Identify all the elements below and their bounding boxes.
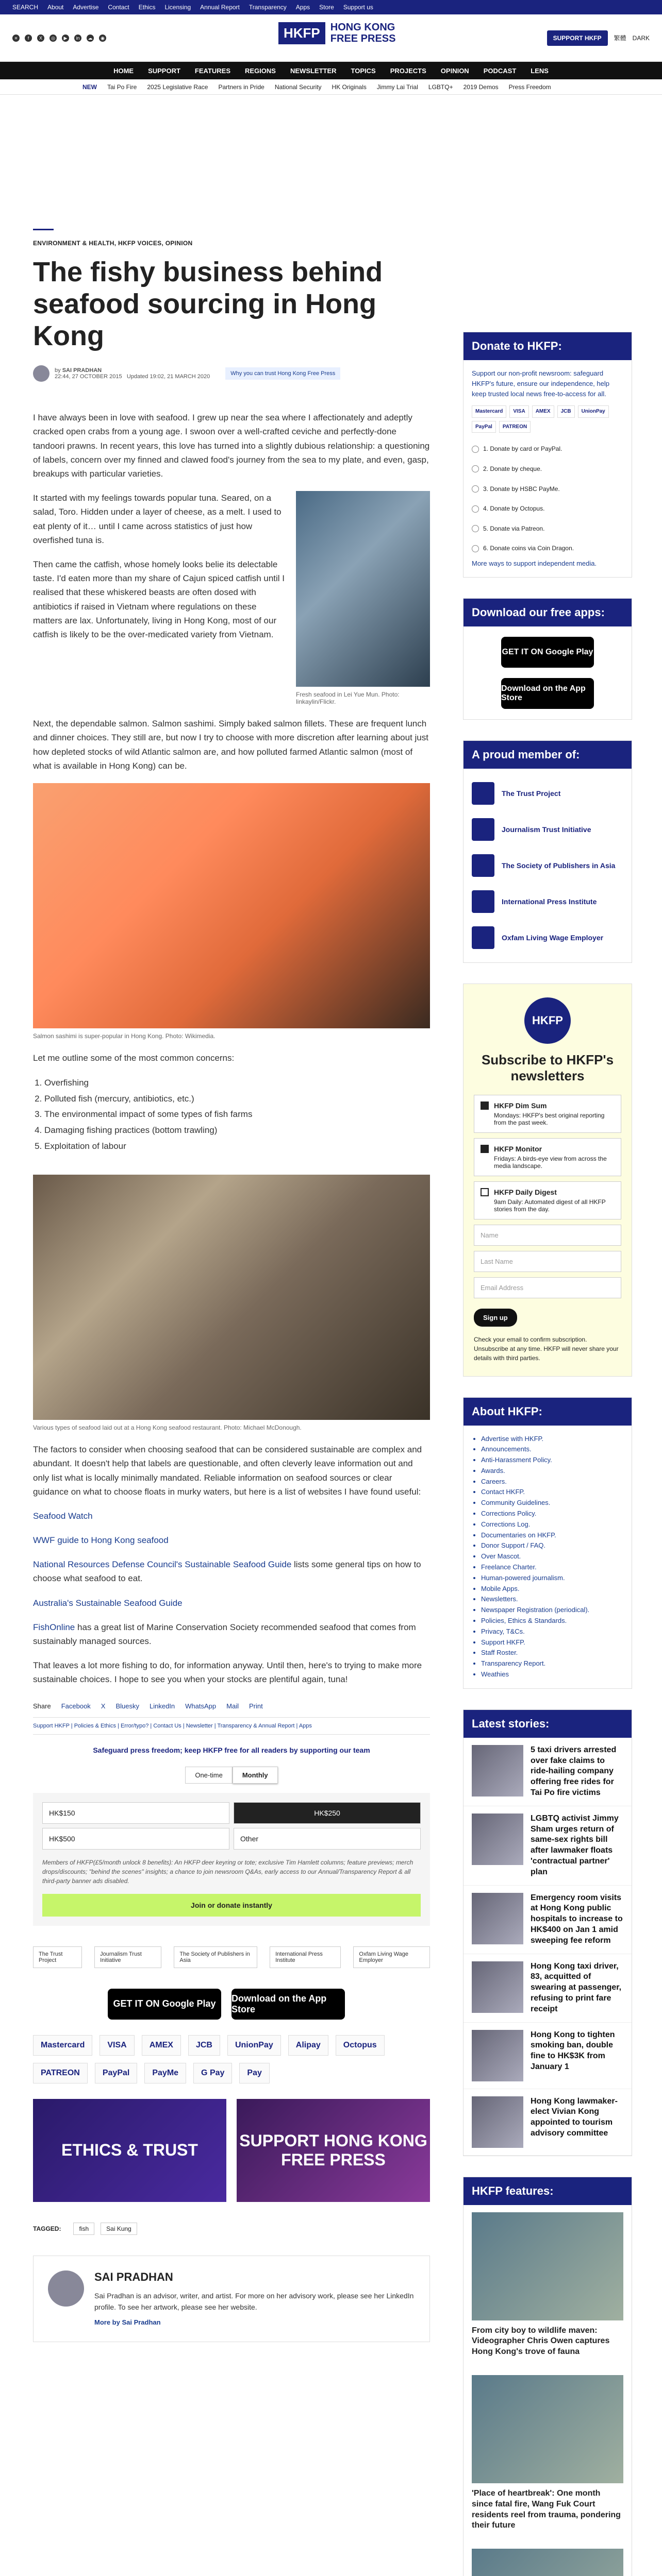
nav-item[interactable]: OPINION (440, 66, 469, 75)
about-link[interactable]: • Newsletters. (481, 1594, 623, 1605)
radio-icon (472, 485, 479, 493)
checkbox-checked-icon[interactable] (481, 1101, 489, 1110)
trust-link[interactable]: Why you can trust Hong Kong Free Press (225, 367, 340, 380)
about-link[interactable]: • Contact HKFP. (481, 1487, 623, 1498)
member-benefits: Members of HKFP(£5/month unlock 8 benefits): An HKFP deer keyring or tote; exclusive Tim Hamlett columns; feature previews; merch drops/discounts; "behind the scenes" insights; a chance to join newsroom Q&As, early access to our Annual/Transparency Report & all third-party banner ads disabled. (42, 1858, 413, 1885)
payment-logo: G Pay (193, 2063, 232, 2083)
about-link[interactable]: • Careers. (481, 1477, 623, 1487)
payment-logo: VISA (100, 2035, 134, 2056)
market-photo (33, 1175, 430, 1420)
email-field[interactable]: Email Address (474, 1277, 621, 1298)
checkbox-icon[interactable] (481, 1188, 489, 1196)
membership-box (463, 740, 632, 963)
newsletter-box (463, 984, 632, 1376)
about-link[interactable]: • Human-powered journalism. (481, 1573, 623, 1584)
member-logo[interactable]: The Society of Publishers in Asia (174, 1946, 257, 1968)
about-link[interactable]: • Donor Support / FAQ. (481, 1540, 623, 1551)
payment-logo: Pay (239, 2063, 269, 2083)
byline-by: by (55, 367, 61, 374)
story-thumbnail (472, 1893, 523, 1944)
features-heading: HKFP features: (464, 2177, 632, 2205)
amount-option-selected[interactable]: HK$250 (234, 1802, 421, 1824)
topbar-link[interactable]: Advertise (73, 4, 99, 11)
card-logo: JCB (557, 405, 575, 418)
story-thumbnail (472, 2030, 523, 2081)
support-links[interactable]: Support HKFP | Policies & Ethics | Error/typo? | Contact Us | Newsletter | Transparency & Annual Report | Apps (33, 1717, 430, 1735)
resource-link[interactable]: National Resources Defense Council's Sustainable Seafood Guide (33, 1560, 292, 1570)
about-link[interactable]: • Over Mascot. (481, 1551, 623, 1562)
payment-logo: Octopus (336, 2035, 385, 2056)
paragraph: I have always been in love with seafood. I grew up near the sea where I affectionately and adeptly cracked open crabs from a young age. I swoon over a well-crafted ceviche and perfectly-done tandoori prawns. In recent years, this love has turned into a slightly dubious relationship: a questioning of labels, concern over my finned and clawed food's journey from the sea to my plate, and even, gasp, breakups with particular varieties. (33, 413, 430, 479)
checkbox-checked-icon[interactable] (481, 1145, 489, 1153)
frequency-one-time[interactable]: One-time (185, 1767, 232, 1784)
author-avatar (33, 365, 49, 382)
card-logo: PATREON (499, 421, 531, 433)
sidebar-app-store[interactable]: Download on the App Store (501, 678, 594, 709)
list-item: 3. The environmental impact of some types of fish farms (44, 1107, 430, 1123)
menu-icon[interactable]: ≡ (12, 35, 20, 42)
ethics-banner[interactable]: ETHICS & TRUST (33, 2099, 226, 2202)
feature-image (472, 2212, 623, 2320)
about-link[interactable]: • Documentaries on HKFP. (481, 1530, 623, 1541)
topbar-link[interactable]: Annual Report (200, 4, 240, 11)
paragraph: Then came the catfish, whose homely looks belie its delectable taste. I'd eaten more than my share of Cajun spiced catfish until I realised that these whiskered beasts are often dosed with antibiotics if raised in Vietnam where regulations on these matters are lax. Unfortunately, living in Hong Kong, most of our catfish is likely to be the over-medicated variety from Vietnam. (33, 559, 285, 639)
ipi-logo (472, 890, 494, 913)
story-item[interactable]: LGBTQ activist Jimmy Sham urges return of same-sex rights bill after lawmaker floats 'contractual partner' plan (464, 1806, 632, 1886)
story-thumbnail (472, 1814, 523, 1865)
safeguard-heading: Safeguard press freedom; keep HKFP free for all readers by supporting our team (93, 1745, 370, 1754)
oxfam-logo (472, 926, 494, 949)
feature-item[interactable]: 'Place of heartbreak': One month since fatal fire, Wang Fuk Court residents reel from trauma, pondering their future (464, 2368, 632, 2541)
amount-option[interactable]: HK$500 (42, 1828, 229, 1850)
last-name-field[interactable]: Last Name (474, 1251, 621, 1272)
member-logos-row (33, 1946, 430, 1968)
features-box (463, 2177, 632, 2576)
story-thumbnail (472, 2096, 523, 2148)
topbar-link[interactable]: Licensing (164, 4, 191, 11)
author-photo (48, 2270, 84, 2307)
author-box-name[interactable]: SAI PRADHAN (94, 2270, 173, 2283)
member-logo[interactable]: The Trust Project (33, 1946, 82, 1968)
publish-date: 22:44, 27 OCTOBER 2015 (55, 374, 122, 380)
linkedin-icon[interactable]: in (74, 35, 81, 42)
about-link[interactable]: • Corrections Policy. (481, 1509, 623, 1519)
author-bio: Sai Pradhan is an advisor, writer, and artist. For more on her advisory work, please see her LinkedIn profile. To see her artwork, please see her website. (94, 2291, 414, 2311)
resource-link[interactable]: Australia's Sustainable Seafood Guide (33, 1598, 183, 1608)
member-logo[interactable]: Journalism Trust Initiative (94, 1946, 161, 1968)
story-item[interactable]: Hong Kong taxi driver, 83, acquitted of swearing at passenger, refusing to print fare receipt (464, 1954, 632, 2023)
support-banner[interactable]: SUPPORT HONG KONG FREE PRESS (237, 2099, 430, 2202)
radio-icon (472, 465, 479, 472)
list-item: 1. Overfishing (44, 1075, 430, 1091)
article-title: The fishy business behind seafood sourcing in Hong Kong (33, 257, 383, 352)
about-link[interactable]: • Advertise with HKFP. (481, 1434, 623, 1445)
about-box (463, 1397, 632, 1689)
about-link[interactable]: • Mobile Apps. (481, 1584, 623, 1595)
resource-link[interactable]: WWF guide to Hong Kong seafood (33, 1535, 169, 1546)
payment-logo: AMEX (142, 2035, 181, 2056)
topic-ticker (0, 79, 662, 95)
topbar-link[interactable]: Contact (108, 4, 129, 11)
share-linkedin[interactable]: LinkedIn (150, 1702, 175, 1710)
new-badge: NEW (82, 83, 97, 91)
sopa-logo (472, 854, 494, 877)
resource-link[interactable]: FishOnline (33, 1622, 75, 1632)
newsletter-option[interactable]: HKFP Monitor Fridays: A birds-eye view from across the media landscape. (474, 1138, 621, 1176)
story-item[interactable]: Emergency room visits at Hong Kong public hospitals to increase to HK$400 on Jan 1 amid sweeping fee reform (464, 1886, 632, 1954)
nav-item[interactable]: LENS (531, 66, 549, 75)
app-store-button[interactable]: Download on the App Store (231, 1989, 345, 2020)
newsletter-logo: HKFP (524, 997, 571, 1044)
donate-text[interactable]: Support our non-profit newsroom: safeguard HKFP's future, ensure our independence, help keep trusted local news free-to-access for all. (472, 369, 609, 398)
card-logo: VISA (509, 405, 528, 418)
story-item[interactable]: 5 taxi drivers arrested over fake claims to ride-hailing company offering free rides for Tai Po fire victims (464, 1738, 632, 1806)
ticker-item[interactable]: 2019 Demos (463, 83, 499, 91)
main-nav (0, 62, 662, 79)
member-oxfam[interactable]: Oxfam Living Wage Employer (472, 926, 623, 949)
rss-icon[interactable]: ◉ (99, 35, 106, 42)
membership-heading: A proud member of: (464, 741, 632, 769)
logo-mark: HKFP (278, 22, 325, 44)
concerns-list (33, 1075, 430, 1154)
author-name[interactable]: SAI PRADHAN (62, 367, 102, 374)
topbar-link[interactable]: Support us (343, 4, 373, 11)
story-thumbnail (472, 1745, 523, 1797)
updated-date: Updated 19:02, 21 MARCH 2020 (126, 374, 210, 380)
nav-item[interactable]: FEATURES (194, 66, 231, 75)
tag[interactable]: Sai Kung (101, 2223, 137, 2235)
payment-methods (33, 2035, 430, 2083)
apps-box (463, 598, 632, 720)
share-label: Share (33, 1702, 51, 1710)
name-field[interactable]: Name (474, 1225, 621, 1246)
about-link[interactable]: • Weathies (481, 1669, 623, 1680)
payment-logo: UnionPay (227, 2035, 281, 2056)
about-link[interactable]: • Transparency Report. (481, 1658, 623, 1669)
article-categories[interactable]: ENVIRONMENT & HEALTH, HKFP VOICES, OPINION (33, 240, 193, 247)
share-bar (33, 1702, 430, 1710)
dark-mode-toggle[interactable]: DARK (632, 34, 650, 42)
youtube-icon[interactable]: ▶ (62, 35, 69, 42)
payment-logo: PATREON (33, 2063, 88, 2083)
about-heading: About HKFP: (464, 1398, 632, 1426)
instagram-icon[interactable]: ◎ (49, 35, 57, 42)
donate-option[interactable]: 6. Donate coins via Coin Dragon. (472, 538, 623, 558)
logo-line-1: HONG KONG (330, 22, 395, 33)
donate-option[interactable]: 5. Donate via Patreon. (472, 519, 623, 539)
google-play-button[interactable]: GET IT ON Google Play (108, 1989, 221, 2020)
donation-box (33, 1793, 430, 1926)
ticker-item[interactable]: LGBTQ+ (428, 83, 453, 91)
feature-item[interactable] (464, 2541, 632, 2576)
more-ways-link[interactable]: More ways to support independent media. (472, 559, 597, 567)
topbar-link[interactable]: Apps (295, 4, 310, 11)
share-bluesky[interactable]: Bluesky (115, 1702, 139, 1710)
donate-option[interactable]: 3. Donate by HSBC PayMe. (472, 479, 623, 499)
about-link[interactable]: • Anti-Harassment Policy. (481, 1455, 623, 1466)
nav-item[interactable]: HOME (113, 66, 134, 75)
nav-item[interactable]: PODCAST (483, 66, 517, 75)
nav-item[interactable]: NEWSLETTER (290, 66, 337, 75)
amount-option[interactable]: Other (234, 1828, 421, 1850)
card-logo: AMEX (532, 405, 554, 418)
member-sopa[interactable]: The Society of Publishers in Asia (472, 854, 623, 877)
card-logo: PayPal (472, 421, 496, 433)
donate-option[interactable]: 4. Donate by Octopus. (472, 499, 623, 519)
list-item: 2. Polluted fish (mercury, antibiotics, etc.) (44, 1091, 430, 1107)
member-trust-project[interactable]: The Trust Project (472, 782, 623, 805)
payment-logo: JCB (188, 2035, 220, 2056)
paragraph: Next, the dependable salmon. Salmon sashimi. Simply baked salmon fillets. These are frequent lunch and dinner choices. They still are, but now I try to choose with more discretion after learning about just how depleted stocks of wild Atlantic salmon are, and how polluted farmed Atlantic salmon (most of what is available in Hong Kong) can be. (33, 719, 428, 771)
payment-logo: Mastercard (33, 2035, 92, 2056)
sign-up-button[interactable]: Sign up (474, 1309, 517, 1327)
share-mail[interactable]: Mail (226, 1702, 239, 1710)
radio-icon (472, 446, 479, 453)
paragraph: The factors to consider when choosing seafood that can be considered sustainable are complex and abundant. It doesn't help that labels are questionable, and often cleverly leave information out and only list what is locally minimally mandated. Reliable information on seafood sources or clear guidance on what to choose floats in murky waters, but here is a list of websites I have found useful: (33, 1445, 422, 1497)
donate-heading: Donate to HKFP: (464, 332, 632, 360)
ticker-item[interactable]: 2025 Legislative Race (147, 83, 208, 91)
social-icons (12, 35, 540, 42)
share-facebook[interactable]: Facebook (61, 1702, 91, 1710)
resource-text: has a great list of Marine Conservation Society recommended seafood that comes from sustainably managed sources. (33, 1622, 416, 1646)
member-logo[interactable]: International Press Institute (270, 1946, 341, 1968)
member-jti[interactable]: Journalism Trust Initiative (472, 818, 623, 841)
article-photo (296, 491, 430, 687)
search-link[interactable]: SEARCH (12, 4, 39, 11)
logo-line-2: FREE PRESS (330, 33, 396, 44)
feature-image (472, 2549, 623, 2576)
feature-image (472, 2375, 623, 2483)
donate-cards (472, 405, 623, 433)
topbar-link[interactable]: Transparency (249, 4, 287, 11)
member-ipi[interactable]: International Press Institute (472, 890, 623, 913)
story-item[interactable]: Hong Kong lawmaker-elect Vivian Kong appointed to tourism advisory committee (464, 2089, 632, 2156)
ticker-item[interactable]: HK Originals (332, 83, 367, 91)
paragraph: Let me outline some of the most common concerns: (33, 1053, 235, 1063)
ticker-item[interactable]: National Security (274, 83, 322, 91)
salmon-photo (33, 783, 430, 1028)
list-item[interactable]: 5. Exploitation of labour (44, 1139, 430, 1155)
site-logo[interactable] (278, 22, 395, 44)
author-box (33, 2256, 430, 2343)
nav-item[interactable]: REGIONS (245, 66, 276, 75)
photo-caption: Various types of seafood laid out at a Hong Kong seafood restaurant. Photo: Michael McDonough. (33, 1424, 302, 1432)
about-link[interactable]: • Corrections Log. (481, 1519, 623, 1530)
x-icon[interactable]: X (37, 35, 44, 42)
newsletter-option[interactable]: HKFP Dim Sum Mondays: HKFP's best original reporting from the past week. (474, 1095, 621, 1133)
latest-heading: Latest stories: (464, 1710, 632, 1738)
donation-frequency-toggle (33, 1767, 430, 1784)
trust-project-logo (472, 782, 494, 805)
resource-text: lists some general tips on how to choose what seafood to eat. (33, 1560, 421, 1584)
share-whatsapp[interactable]: WhatsApp (185, 1702, 217, 1710)
radio-icon (472, 525, 479, 532)
apps-heading: Download our free apps: (464, 599, 632, 626)
ticker-item[interactable]: Tai Po Fire (107, 83, 137, 91)
sidebar-google-play[interactable]: GET IT ON Google Play (501, 637, 594, 668)
share-x[interactable]: X (101, 1702, 106, 1710)
photo-caption: Salmon sashimi is super-popular in Hong Kong. Photo: Wikimedia. (33, 1032, 216, 1040)
nav-item[interactable]: SUPPORT (148, 66, 180, 75)
donate-option[interactable]: 1. Donate by card or PayPal. (472, 439, 623, 459)
radio-icon (472, 545, 479, 552)
topbar-link[interactable]: Store (319, 4, 334, 11)
about-link[interactable]: • Support HKFP. (481, 1637, 623, 1648)
topbar-link[interactable]: About (47, 4, 64, 11)
tags-label: TAGGED: (33, 2225, 61, 2232)
amount-option[interactable]: HK$150 (42, 1802, 229, 1824)
divider (33, 229, 54, 230)
nav-item[interactable]: PROJECTS (390, 66, 426, 75)
about-link[interactable]: • Staff Roster. (481, 1648, 623, 1658)
payment-logo: PayMe (144, 2063, 186, 2083)
payment-logo: Alipay (288, 2035, 328, 2056)
about-list (464, 1426, 632, 1688)
ticker-item[interactable]: Jimmy Lai Trial (376, 83, 418, 91)
tag[interactable]: fish (73, 2223, 94, 2235)
join-button[interactable]: Join or donate instantly (42, 1894, 421, 1917)
story-thumbnail (472, 1961, 523, 2013)
share-print[interactable]: Print (249, 1702, 263, 1710)
support-button[interactable]: SUPPORT HKFP (547, 30, 608, 46)
top-bar (0, 0, 662, 14)
about-link[interactable]: • Community Guidelines. (481, 1498, 623, 1509)
facebook-icon[interactable]: f (25, 35, 32, 42)
about-link[interactable]: • Awards. (481, 1466, 623, 1477)
list-item[interactable]: 4. Damaging fishing practices (bottom trawling) (44, 1123, 430, 1139)
paragraph: It started with my feelings towards popular tuna. Seared, on a salad, Toro. Hidden under a layer of cheese, as a melt. I used to eat plenty of it… until I came across statistics of just how overfished tuna is. (33, 493, 282, 545)
feature-item[interactable]: From city boy to wildlife maven: Videographer Chris Owen captures Hong Kong's trove of fauna (464, 2205, 632, 2368)
topbar-link[interactable]: Ethics (138, 4, 156, 11)
paragraph: That leaves a lot more fishing to do, for information anyway. Until then, here's to trying to make more sustainable choices. I hope to see you when your stocks are plentiful again, tuna! (33, 1660, 422, 1685)
byline (33, 365, 430, 382)
newsletter-note: Check your email to confirm subscription. Unsubscribe at any time. HKFP will never share your details with third parties. (474, 1335, 619, 1362)
card-logo: Mastercard (472, 405, 506, 418)
frequency-monthly[interactable]: Monthly (233, 1767, 278, 1784)
about-link[interactable]: • Policies, Ethics & Standards. (481, 1616, 623, 1626)
bluesky-icon[interactable]: ☁ (87, 35, 94, 42)
donate-box (463, 332, 632, 578)
payment-logo: PayPal (95, 2063, 137, 2083)
language-link[interactable]: 繁體 (614, 35, 626, 42)
jti-logo (472, 818, 494, 841)
ticker-item[interactable]: Partners in Pride (218, 83, 264, 91)
sidebar (463, 332, 632, 2576)
photo-caption: Fresh seafood in Lei Yue Mun. Photo: linkaylin/Flickr. (296, 691, 400, 706)
newsletter-option[interactable]: HKFP Daily Digest 9am Daily: Automated digest of all HKFP stories from the day. (474, 1181, 621, 1219)
story-item[interactable]: Hong Kong to tighten smoking ban, double fine to HK$3K from January 1 (464, 2023, 632, 2089)
resource-link[interactable]: Seafood Watch (33, 1511, 93, 1521)
donate-option[interactable]: 2. Donate by cheque. (472, 459, 623, 479)
latest-box (463, 1709, 632, 2156)
newsletter-title: Subscribe to HKFP's newsletters (481, 1052, 614, 1084)
nav-item[interactable]: TOPICS (351, 66, 376, 75)
ticker-item[interactable]: Press Freedom (508, 83, 551, 91)
site-header (0, 14, 662, 62)
card-logo: UnionPay (578, 405, 609, 418)
more-by-author-link[interactable]: More by Sai Pradhan (94, 2318, 161, 2327)
tags (33, 2223, 430, 2235)
about-link[interactable]: • Privacy, T&Cs. (481, 1626, 623, 1637)
about-link[interactable]: • Announcements. (481, 1444, 623, 1455)
radio-icon (472, 505, 479, 513)
article (33, 229, 430, 2342)
about-link[interactable]: • Freelance Charter. (481, 1562, 623, 1573)
member-logo[interactable]: Oxfam Living Wage Employer (353, 1946, 430, 1968)
about-link[interactable]: • Newspaper Registration (periodical). (481, 1605, 623, 1616)
